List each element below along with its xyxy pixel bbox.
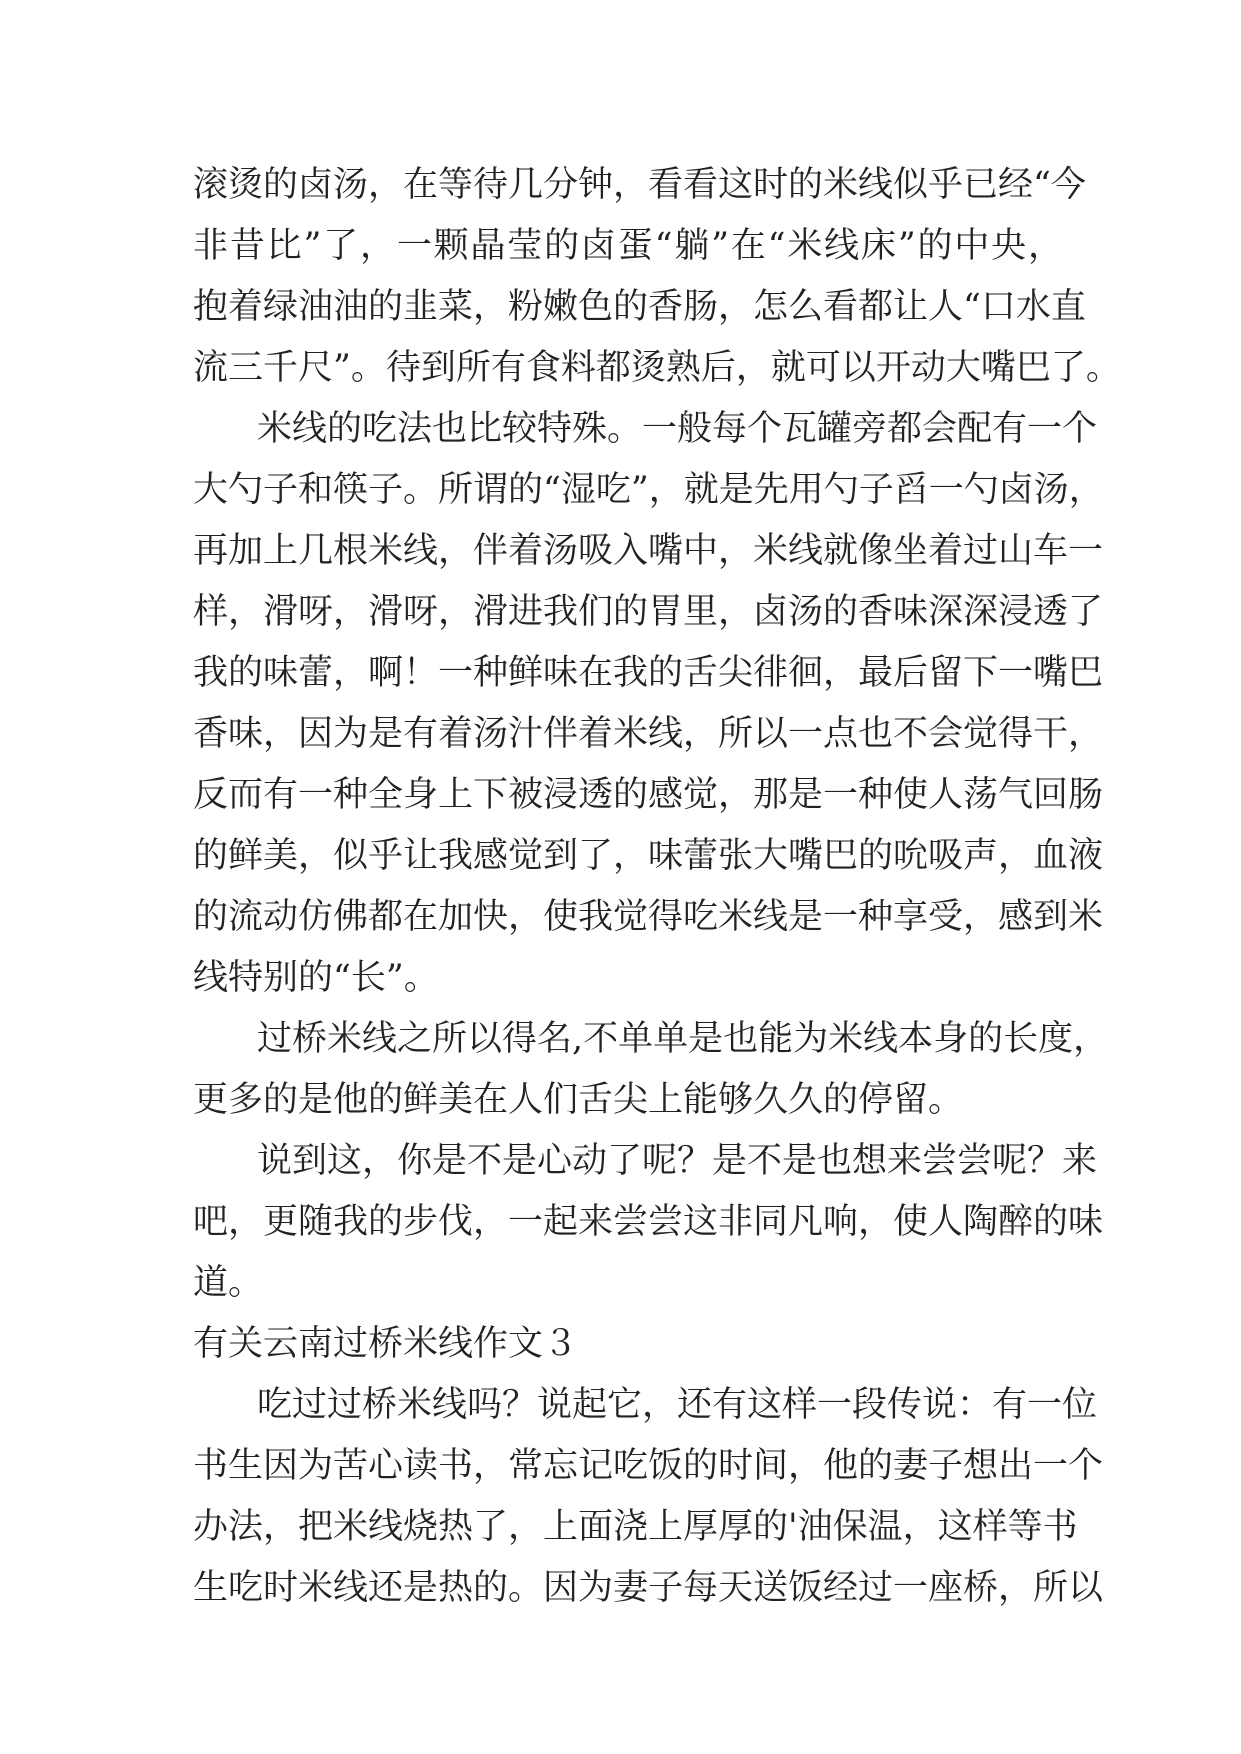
text-line: 说到这，你是不是心动了呢？是不是也想来尝尝呢？来 bbox=[257, 1141, 1098, 1181]
text-line: 书生因为苦心读书，常忘记吃饭的时间，他的妻子想出一个 bbox=[193, 1446, 1104, 1486]
document-page bbox=[193, 155, 1121, 1619]
paragraph bbox=[193, 1375, 1104, 1619]
text-line: 滚烫的卤汤，在等待几分钟，看看这时的米线似乎已经“今 bbox=[193, 165, 1086, 205]
text-line: 过桥米线之所以得名,不单单是也能为米线本身的长度， bbox=[257, 1019, 1109, 1059]
text-line: 抱着绿油油的韭菜，粉嫩色的香肠，怎么看都让人“口水直 bbox=[193, 287, 1086, 327]
text-line: 流三千尺”。待到所有食料都烫熟后，就可以开动大嘴巴了。 bbox=[193, 348, 1121, 388]
text-line: 米线的吃法也比较特殊。一般每个瓦罐旁都会配有一个 bbox=[257, 409, 1098, 449]
paragraph bbox=[193, 1131, 1104, 1314]
text-line: 再加上几根米线，伴着汤吸入嘴中，米线就像坐着过山车一 bbox=[193, 531, 1104, 571]
text-line: 样，滑呀，滑呀，滑进我们的胃里，卤汤的香味深深浸透了 bbox=[193, 592, 1104, 632]
text-line: 反而有一种全身上下被浸透的感觉，那是一种使人荡气回肠 bbox=[193, 775, 1104, 815]
paragraph bbox=[193, 1009, 1109, 1131]
text-line: 吧，更随我的步伐，一起来尝尝这非同凡响，使人陶醉的味 bbox=[193, 1202, 1104, 1242]
text-line: 大勺子和筷子。所谓的“湿吃”，就是先用勺子舀一勺卤汤， bbox=[193, 470, 1104, 510]
text-line: 的流动仿佛都在加快，使我觉得吃米线是一种享受，感到米 bbox=[193, 897, 1104, 937]
section-heading: 有关云南过桥米线作文３ bbox=[193, 1324, 579, 1364]
text-line: 办法，把米线烧热了，上面浇上厚厚的'油保温，这样等书 bbox=[193, 1507, 1078, 1547]
text-line: 更多的是他的鲜美在人们舌尖上能够久久的停留。 bbox=[193, 1080, 964, 1120]
text-line: 生吃时米线还是热的。因为妻子每天送饭经过一座桥，所以 bbox=[193, 1568, 1104, 1608]
text-line: 吃过过桥米线吗？说起它，还有这样一段传说：有一位 bbox=[257, 1385, 1098, 1425]
paragraph bbox=[193, 155, 1121, 399]
text-line: 我的味蕾，啊！一种鲜味在我的舌尖徘徊，最后留下一嘴巴 bbox=[193, 653, 1104, 693]
text-line: 线特别的“长”。 bbox=[193, 958, 439, 998]
text-line: 香味，因为是有着汤汁伴着米线，所以一点也不会觉得干， bbox=[193, 714, 1104, 754]
text-line: 的鲜美，似乎让我感觉到了，味蕾张大嘴巴的吮吸声，血液 bbox=[193, 836, 1104, 876]
paragraph bbox=[193, 399, 1104, 1009]
text-line: 道。 bbox=[193, 1263, 264, 1303]
text-line: 非昔比”了，一颗晶莹的卤蛋“躺”在“米线床”的中央， bbox=[193, 226, 1063, 266]
